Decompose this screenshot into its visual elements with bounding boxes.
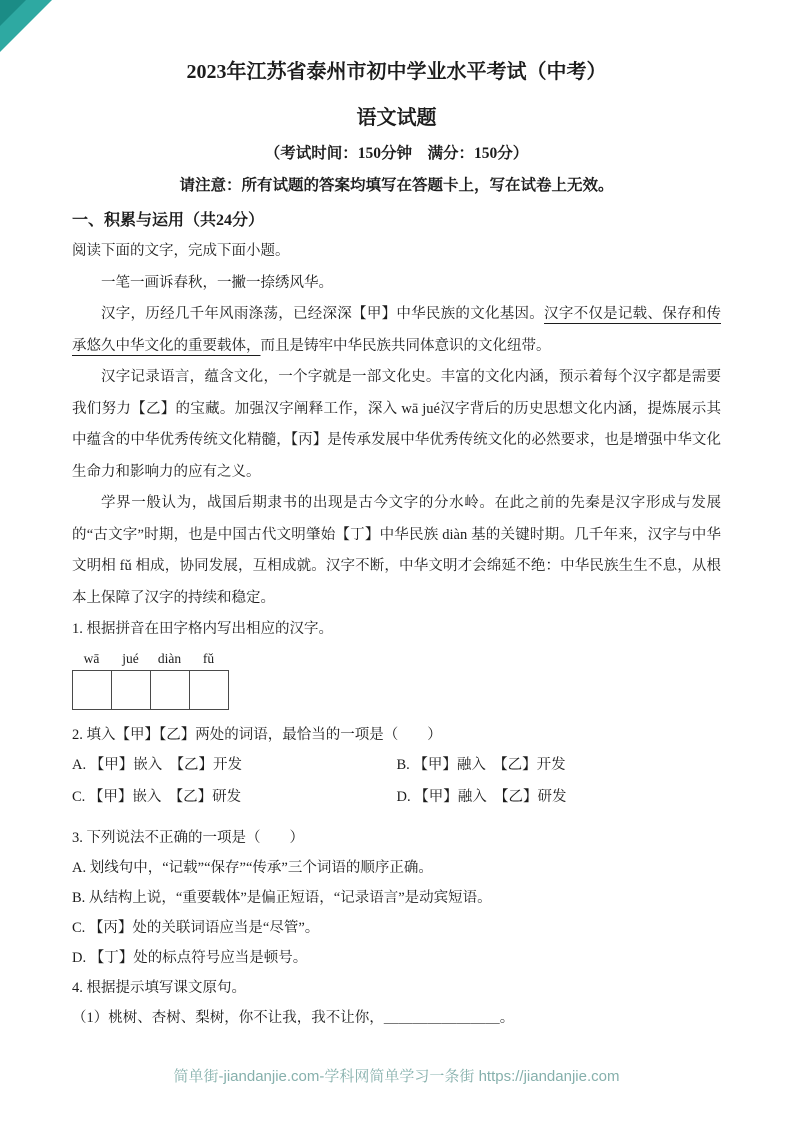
paragraph-2-text-end: 而且是铸牢中华民族共同体意识的文化纽带。 — [260, 337, 551, 354]
question-2-option-a: A. 【甲】嵌入 【乙】开发 — [72, 757, 242, 773]
exam-notice: 请注意：所有试题的答案均填写在答题卡上，写在试卷上无效。 — [179, 177, 614, 194]
passage-paragraph-3: 汉字记录语言，蕴含文化，一个字就是一部文化史。丰富的文化内涵，预示着每个汉字都是需要我们努力【乙】的宝藏。加强汉字阐释工作，深入 wā jué汉字背后的历史思想文化内涵，提炼展示其中蕴含的中华优秀传统文化精髓，【丙】是传承发展中华优秀传统文化的必然要求，也是增强中华文化生命力和影响力的应有之义。 — [72, 369, 721, 480]
question-3-option-d: D. 【丁】处的标点符号应当是顿号。 — [72, 950, 308, 966]
question-3-stem: 3. 下列说法不正确的一项是（ ） — [72, 830, 304, 846]
question-4-item-1 — [72, 1003, 721, 1033]
exam-title: 2023年江苏省泰州市初中学业水平考试（中考） — [186, 61, 607, 83]
pinyin-row — [72, 650, 228, 668]
writing-box-3 — [150, 670, 190, 710]
footer-watermark: 简单街-jiandanjie.com-学科网简单学习一条街 https://jiandanjie.com — [173, 1068, 620, 1085]
passage-paragraph-4: 学界一般认为，战国后期隶书的出现是古今文字的分水岭。在此之前的先秦是汉字形成与发展的“古文字”时期，也是中国古代文明肇始【丁】中华民族 diàn 基的关键时期。几千年来，汉字与中华文明相 fǔ 相成，协同发展，互相成就。汉字不断，中华文明才会绵延不绝：中华民族生生不息，从根本上保障了汉字的持续和稳定。 — [72, 495, 721, 606]
pinyin-label-4: fǔ — [202, 651, 215, 666]
question-2-options — [72, 750, 721, 813]
pinyin-label-1: wā — [83, 651, 100, 666]
question-3-option-b: B. 从结构上说，“重要载体”是偏正短语，“记录语言”是动宾短语。 — [72, 890, 492, 906]
writing-grid — [72, 670, 721, 710]
question-4-item-1-text: （1）桃树、杏树、梨树，你不让我，我不让你， — [72, 1010, 384, 1026]
question-2-option-c: C. 【甲】嵌入 【乙】研发 — [72, 788, 242, 805]
exam-time-score: （考试时间：150分钟 满分：150分） — [264, 145, 529, 162]
question-3-option-c: C. 【丙】处的关联词语应当是“尽管”。 — [72, 920, 320, 936]
question-2-option-d: D. 【甲】融入 【乙】研发 — [396, 788, 567, 805]
question-4-item-1-period: 。 — [499, 1010, 515, 1026]
question-2-option-b: B. 【甲】融入 【乙】开发 — [396, 757, 566, 773]
passage-paragraph-1: 一笔一画诉春秋，一撇一捺绣风华。 — [101, 274, 333, 291]
writing-box-4 — [189, 670, 229, 710]
question-2-stem: 2. 填入【甲】【乙】两处的词语，最恰当的一项是（ ） — [72, 727, 442, 743]
writing-box-2 — [111, 670, 151, 710]
pinyin-label-2: jué — [122, 651, 139, 666]
underlined-sentence: 汉字不仅是记载、保存和传承悠久中华文化的重要载体， — [72, 306, 721, 354]
pinyin-label-3: diàn — [157, 651, 182, 666]
exam-subject: 语文试题 — [356, 107, 437, 129]
reading-instruction: 阅读下面的文字，完成下面小题。 — [72, 243, 290, 259]
question-3-option-a: A. 划线句中，“记载”“保存”“传承”三个词语的顺序正确。 — [72, 860, 433, 876]
answer-blank: ＿＿＿＿＿＿＿＿ — [383, 1010, 500, 1026]
question-1-stem: 1. 根据拼音在田字格内写出相应的汉字。 — [72, 621, 333, 637]
corner-ribbon-fold — [0, 0, 26, 26]
writing-box-1 — [72, 670, 112, 710]
paragraph-2-text-start: 汉字，历经几千年风雨涤荡，已经深深【甲】中华民族的文化基因。 — [101, 306, 545, 322]
passage-paragraph-2 — [72, 299, 721, 362]
question-4-stem: 4. 根据提示填写课文原句。 — [72, 980, 246, 996]
section-1-heading: 一、积累与运用（共24分） — [72, 212, 265, 229]
